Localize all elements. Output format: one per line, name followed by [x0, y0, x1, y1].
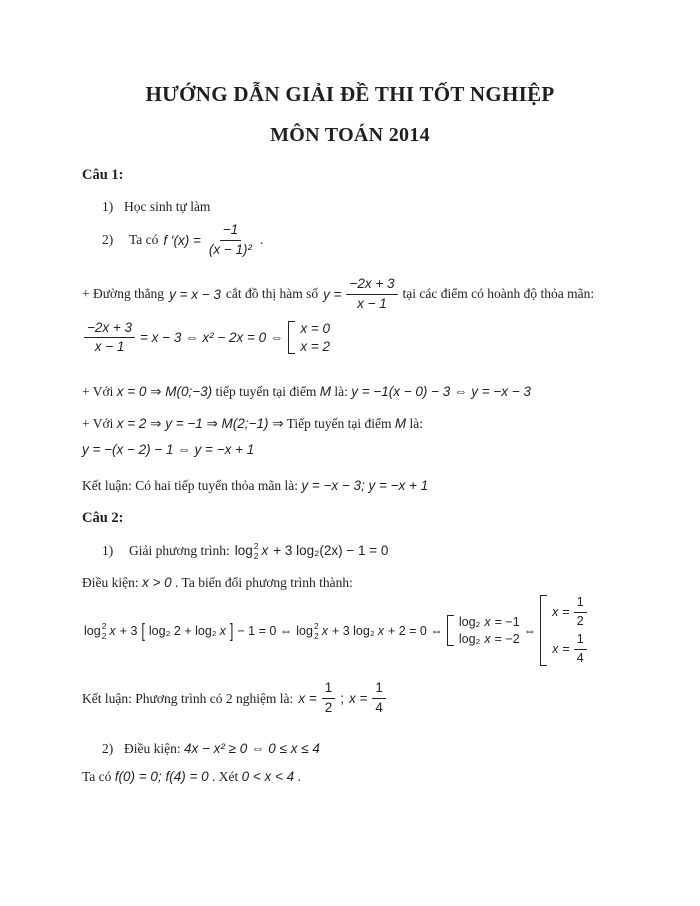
fraction-denominator: 4 [375, 700, 383, 716]
log-word: log [234, 543, 253, 559]
log-subscript: 2 [101, 630, 107, 641]
math-variable: x [261, 543, 269, 559]
c1-tangent-line-2-equation [82, 440, 700, 460]
log-supsub [84, 621, 106, 640]
math-fragment: log₂ 2 + log₂ [148, 623, 217, 638]
fraction-numerator: −1 [220, 222, 241, 241]
fraction-numerator: 1 [574, 595, 587, 613]
doc-subtitle: MÔN TOÁN 2014 [270, 124, 430, 146]
cau2-heading: Câu 2: [82, 510, 124, 527]
c1-tangent-line-1 [82, 382, 700, 402]
log-superscript: 2 [313, 621, 319, 632]
math-fragment: + 3 [119, 623, 138, 638]
log-superscript: 2 [101, 621, 107, 632]
iff-arrow: ⇔ [523, 623, 537, 638]
c2-final-line [82, 768, 700, 786]
c1-item2-number: 2) [102, 232, 114, 248]
text-fragment: . Xét [211, 769, 239, 785]
text-fragment: cắt đồ thị hàm số [225, 286, 319, 302]
fraction [346, 276, 397, 313]
math-fragment: x = [348, 691, 368, 707]
math-variable: x [484, 632, 491, 647]
text-fragment: tiếp tuyến tại điểm [215, 384, 317, 400]
text-fragment: là: [409, 416, 424, 432]
c2-conclusion [82, 680, 700, 717]
text-fragment: Kết luận: Phương trình có 2 nghiệm là: [82, 690, 294, 706]
math-fragment: + 3 log₂(2x) − 1 = 0 [273, 543, 389, 559]
log-superscript: 2 [253, 541, 259, 552]
fraction-numerator: 1 [574, 632, 587, 650]
c1-item1-number: 1) [102, 199, 114, 214]
or-cases [288, 321, 330, 354]
case-bracket [540, 595, 547, 667]
c2-condition-statement [82, 573, 700, 593]
math-variable: x [377, 623, 384, 638]
math-variable: x [552, 642, 559, 657]
text-fragment: . [297, 769, 301, 785]
c1-item2-derivative [102, 222, 700, 259]
fraction-denominator: 2 [576, 613, 584, 628]
math-fragment: y = [323, 286, 342, 302]
c1-intersection-equation [84, 320, 700, 357]
c2-item2 [102, 740, 700, 757]
math-fragment: x = [298, 691, 317, 707]
math-fragment: M [394, 416, 407, 432]
fraction-numerator: 1 [322, 680, 336, 699]
math-fragment: = −1 [494, 615, 520, 630]
fraction [574, 595, 587, 629]
c1-tangent-line-2-intro [82, 414, 700, 434]
text-fragment: Kết luận: Có hai tiếp tuyến thỏa mãn là: [82, 478, 298, 494]
math-variable: x [552, 605, 559, 620]
c2-item1-equation [102, 541, 700, 560]
case-row: x = 0 [300, 321, 331, 337]
equals-sign: = [562, 605, 570, 620]
case-bracket [288, 321, 295, 354]
doc-title: HƯỚNG DẪN GIẢI ĐỀ THI TỐT NGHIỆP [145, 82, 555, 106]
log-supsub [296, 621, 318, 640]
math-fragment: M [319, 384, 331, 400]
fraction-denominator: 4 [576, 650, 584, 665]
fraction-numerator: −2x + 3 [346, 276, 397, 295]
fraction [322, 680, 336, 717]
math-fragment: x > 0 [142, 574, 172, 590]
c1-item1 [102, 199, 700, 214]
log-subscript: 2 [313, 630, 319, 641]
math-fragment: − 1 = 0 ⇔ [237, 623, 293, 638]
text-fragment: Tiếp tuyến tại điểm [286, 416, 392, 432]
math-fragment: 0 < x < 4 [241, 769, 295, 785]
math-fragment: x = 0 ⇒ M(0;−3) [116, 384, 213, 400]
c1-item1-text: Học sinh tự làm [124, 199, 211, 214]
text-fragment: + Đường thẳng [82, 286, 165, 302]
text-fragment: là: [334, 384, 348, 400]
log-word: log [296, 623, 313, 638]
case-bracket [447, 615, 454, 646]
c2-main-equation [84, 595, 700, 667]
math-fragment: + 2 = 0 ⇔ [387, 623, 443, 638]
math-fragment: = x − 3 ⇔ x² − 2x = 0 ⇔ [140, 330, 284, 346]
math-fragment: log₂ [458, 632, 481, 647]
cau1-heading: Câu 1: [82, 167, 124, 183]
math-fragment: + 3 log₂ [331, 623, 375, 638]
c2-item2-number: 2) [102, 741, 114, 757]
math-fragment: y = −(x − 2) − 1 ⇔ y = −x + 1 [82, 442, 255, 458]
log-supsub [235, 541, 259, 560]
separator: ; [340, 691, 344, 707]
c1-intersection-statement [82, 276, 700, 313]
math-fragment: y = −x − 3; y = −x + 1 [301, 478, 429, 494]
math-fragment: f(0) = 0; f(4) = 0 [114, 769, 209, 785]
c1-item2-lead: Ta có [129, 232, 159, 248]
c2-item1-lead: Giải phương trình: [129, 542, 230, 558]
log-subscript: 2 [253, 550, 259, 561]
equals-sign: = [562, 642, 570, 657]
text-fragment: Điều kiện: [82, 574, 139, 590]
fraction [206, 222, 255, 259]
fraction-denominator: x − 1 [94, 339, 125, 355]
math-fragment: y = −1(x − 0) − 3 ⇔ y = −x − 3 [351, 384, 531, 400]
fraction-numerator: −2x + 3 [84, 320, 135, 339]
math-variable: x [219, 623, 226, 638]
math-variable: x [321, 623, 328, 638]
math-fragment: x = 2 ⇒ y = −1 ⇒ M(2;−1) ⇒ [116, 416, 284, 432]
c1-conclusion [82, 476, 700, 496]
or-cases [447, 615, 520, 646]
fraction [574, 632, 587, 666]
fraction-denominator: 2 [324, 700, 333, 716]
sentence-period: . [259, 232, 264, 248]
derivative-lhs: f ′(x) = [163, 232, 201, 248]
math-fragment: = −2 [494, 632, 520, 647]
case-row: x = 2 [300, 339, 331, 355]
math-variable: x [109, 623, 116, 638]
text-fragment: Ta có [82, 769, 112, 785]
fraction [84, 320, 135, 357]
or-cases [540, 595, 587, 667]
fraction-denominator: (x − 1)² [208, 241, 252, 257]
text-fragment: + Với [82, 384, 114, 400]
fraction [372, 680, 386, 717]
math-variable: x [484, 615, 491, 630]
math-fragment: 4x − x² ≥ 0 ⇔ 0 ≤ x ≤ 4 [184, 741, 320, 757]
text-fragment: . Ta biến đổi phương trình thành: [175, 574, 353, 590]
c2-item1-number: 1) [102, 542, 114, 558]
text-fragment: + Với [82, 416, 114, 432]
fraction-denominator: x − 1 [357, 295, 387, 311]
text-fragment: tại các điểm có hoành độ thỏa mãn: [402, 286, 595, 302]
left-bracket: [ [141, 619, 145, 642]
log-word: log [84, 623, 101, 638]
c2-item2-lead: Điều kiện: [124, 741, 181, 757]
math-fragment: log₂ [458, 615, 481, 630]
math-fragment: y = x − 3 [169, 286, 221, 302]
right-bracket: ] [229, 619, 234, 642]
fraction-numerator: 1 [372, 680, 386, 699]
